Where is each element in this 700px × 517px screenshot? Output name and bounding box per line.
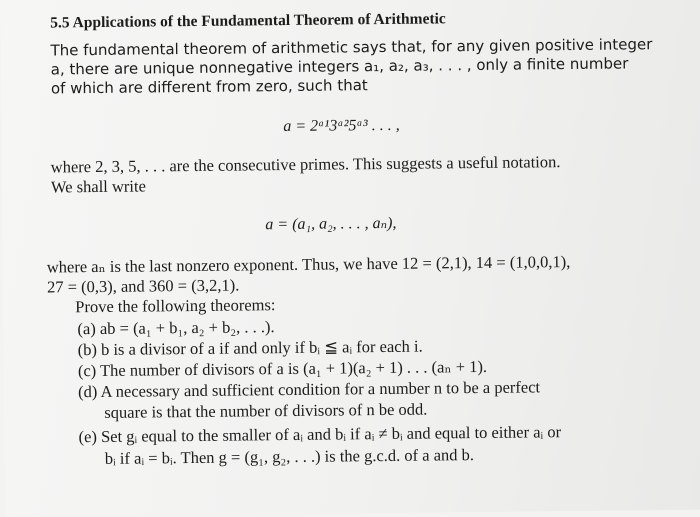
middle-line-1: where 2, 3, 5, . . . are the consecutive primes. This suggests a useful notation. <box>50 152 561 177</box>
theorem-d-line-2: square is that the number of divisors of n be odd. <box>104 399 428 422</box>
equation-exponent-notation: a = (a₁, a₂, . . . , aₙ), <box>265 214 397 234</box>
theorem-c: (c) The number of divisors of a is (a₁ + 1)(a₂ + 1) . . . (aₙ + 1). <box>77 356 488 381</box>
theorem-d-line-1: (d) A necessary and sufficient condition for a number n to be a perfect <box>78 377 541 402</box>
intro-line-3: of which are different from zero, such that <box>50 76 368 98</box>
examples-line-1: where aₙ is the last nonzero exponent. Thus, we have 12 = (2,1), 14 = (1,0,0,1), <box>46 252 571 277</box>
theorem-b: (b) b is a divisor of a if and only if bᵢ ≦ aᵢ for each i. <box>77 336 423 360</box>
intro-line-2: a, there are unique nonnegative integers a₁, a₂, a₃, . . . , only a finite number <box>50 54 629 79</box>
examples-line-2: 27 = (0,3), and 360 = (3,2,1). <box>46 275 240 297</box>
theorems-prompt: Prove the following theorems: <box>75 295 276 317</box>
intro-line-1: The fundamental theorem of arithmetic says that, for any given positive integer <box>50 35 653 60</box>
middle-line-2: We shall write <box>50 176 146 197</box>
section-title: 5.5 Applications of the Fundamental Theorem of Arithmetic <box>50 10 446 32</box>
theorem-a: (a) ab = (a₁ + b₁, a₂ + b₂, . . .). <box>77 317 275 339</box>
theorem-e-line-2: bᵢ if aᵢ = bᵢ. Then g = (g₁, g₂, . . .) is the g.c.d. of a and b. <box>104 445 475 468</box>
theorem-e-line-1: (e) Set gᵢ equal to the smaller of aᵢ and bᵢ if aᵢ ≠ bᵢ and equal to either aᵢ or <box>78 422 562 447</box>
equation-prime-factorization: a = 2ᵃ¹3ᵃ²5ᵃ³ . . . , <box>283 116 400 136</box>
